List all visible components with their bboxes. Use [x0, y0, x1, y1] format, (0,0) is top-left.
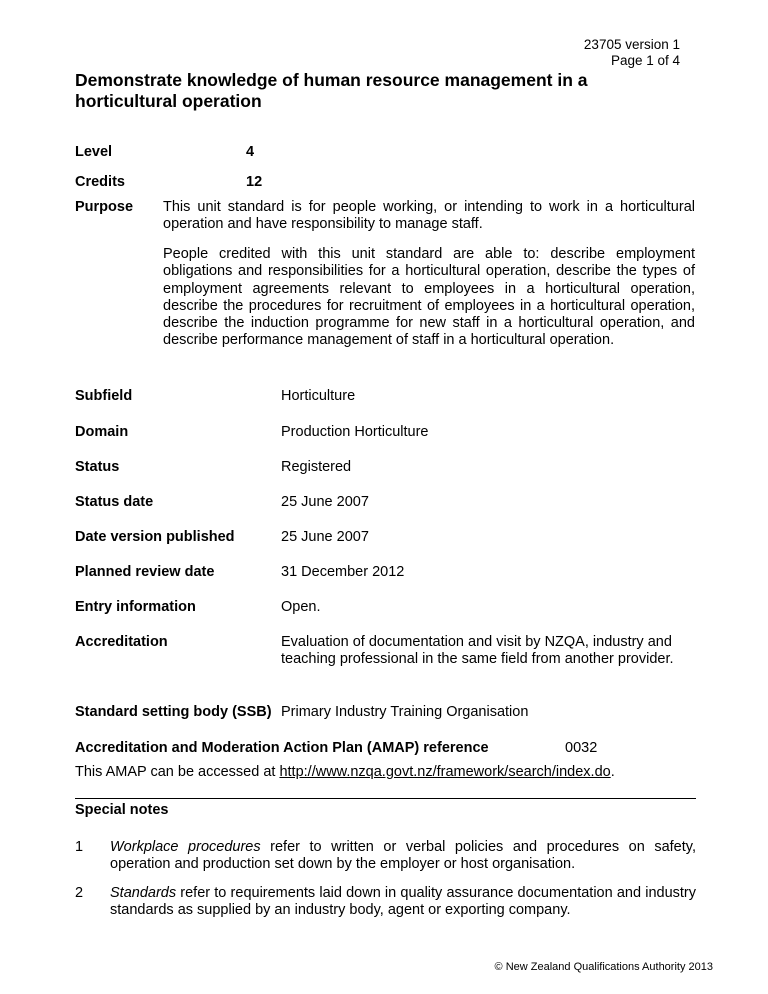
level-value: 4 — [246, 144, 255, 160]
status-date-label: Status date — [75, 494, 154, 510]
domain-label: Domain — [75, 424, 129, 440]
subfield-value: Horticulture — [281, 388, 356, 404]
amap-access-text — [75, 764, 715, 780]
status-date-value: 25 June 2007 — [281, 494, 369, 510]
note-body-2: refer to requirements laid down in quality assurance documentation and industry standards as supplied by an industry body, agent or exporting company. — [110, 885, 696, 919]
purpose-label: Purpose — [75, 199, 134, 215]
page-title: Demonstrate knowledge of human resource management in a horticultural operation — [75, 70, 588, 111]
amap-value: 0032 — [565, 740, 598, 756]
note-body-1: refer to written or verbal policies and procedures on safety, operation and production set down by the employer or host organisation. — [110, 839, 696, 873]
doc-version: 23705 version 1 — [583, 37, 680, 52]
amap-label: Accreditation and Moderation Action Plan (AMAP) reference — [75, 740, 489, 756]
purpose-paragraph-2: People credited with this unit standard are able to: describe employment obligations and responsibilities for a horticultural operation, describe the types of employment agreements relevant to employees in a horticultural operation, describe the procedures for recruitment of employees in a horticultural operation, describe the induction programme for new staff in a horticultural operation, and describe performance management of staff in a horticultural operation. — [163, 246, 695, 349]
domain-value: Production Horticulture — [281, 424, 429, 440]
entry-information-label: Entry information — [75, 599, 196, 615]
ssb-label: Standard setting body (SSB) — [75, 704, 272, 720]
copyright-footer: © New Zealand Qualifications Authority 2013 — [494, 961, 713, 973]
special-notes-heading: Special notes — [75, 802, 169, 818]
note-term-2: Standards — [110, 885, 177, 901]
note-number-1: 1 — [75, 839, 84, 855]
status-value: Registered — [281, 459, 352, 475]
entry-information-value: Open. — [281, 599, 321, 615]
page-header — [584, 37, 680, 69]
subfield-label: Subfield — [75, 388, 133, 404]
note-number-2: 2 — [75, 885, 84, 901]
level-label: Level — [75, 144, 113, 160]
note-text-1 — [110, 839, 696, 874]
status-label: Status — [75, 459, 120, 475]
date-published-label: Date version published — [75, 529, 235, 545]
credits-label: Credits — [75, 174, 125, 190]
page-number: Page 1 of 4 — [610, 53, 680, 68]
accreditation-value: Evaluation of documentation and visit by NZQA, industry and teaching professional in the same field from another provider. — [281, 634, 674, 668]
amap-link[interactable]: http://www.nzqa.govt.nz/framework/search/index.do — [279, 764, 611, 780]
accreditation-label: Accreditation — [75, 634, 168, 650]
note-term-1: Workplace procedures — [110, 839, 261, 855]
purpose-paragraph-1: This unit standard is for people working, or intending to work in a horticultural operation and have responsibility to manage staff. — [163, 199, 695, 233]
review-date-value: 31 December 2012 — [281, 564, 405, 580]
amap-access-prefix: This AMAP can be accessed at — [75, 764, 280, 780]
note-text-2 — [110, 885, 696, 920]
date-published-value: 25 June 2007 — [281, 529, 369, 545]
divider — [75, 798, 696, 799]
review-date-label: Planned review date — [75, 564, 215, 580]
amap-access-suffix: . — [610, 764, 615, 780]
credits-value: 12 — [246, 174, 263, 190]
ssb-value: Primary Industry Training Organisation — [281, 704, 529, 720]
